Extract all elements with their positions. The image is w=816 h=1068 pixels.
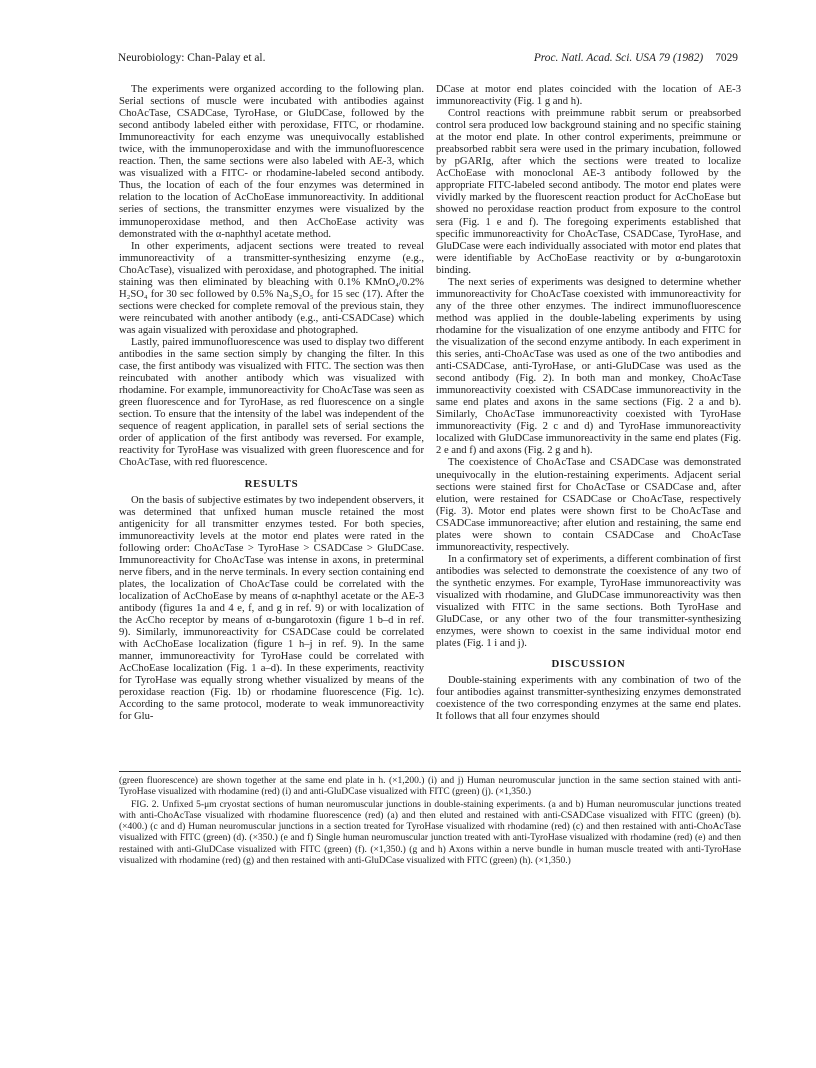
paragraph: Control reactions with preimmune rabbit serum or preabsorbed control sera produced low background staining and no specific staining at the motor end plate. In other control experiments, preimmune or preabsorbed rabbit sera were used in the primary incubation, followed by pGARIg, after which the sections were treated to localize AcChoEase with monoclonal AE-3 antibody followed by the appropriate FITC-labeled second antibody. The motor end plates were vividly marked by the fluorescent reaction product for AcChoEase but showed no peroxidase reaction product from exposure to the control sera (Fig. 1 e and f). The foregoing experiments established that specific immunoreactivity for ChoAcTase, CSADCase, TyroHase, and GluDCase were each individually associated with motor end plates that were identifiable by AcChoEase reactivity or by α-bungarotoxin binding. [436,108,741,276]
header-page-number: 7029 [715,52,738,64]
paragraph: The experiments were organized according to the following plan. Serial sections of muscle were incubated with antibodies against ChoAcTase, CSADCase, TyroHase, or GluDCase, followed by the second antibody labeled either with peroxidase, FITC, or rhodamine. Immunoreactivity for each enzyme was unequivocally established twice, with the immunoperoxidase and with the immunofluorescence reaction. Then, the same sections were also labeled with AE-3, which was visualized with a FITC- or rhodamine-labeled second antibody. Thus, the location of each of the four enzymes was determined in relation to the location of AcChoEase immunoreactivity. In additional series of sections, the transmitter enzymes were visualized by the immunoperoxidase method, and then AcChoEase activity was demonstrated with the α-naphthyl acetate method. [119,84,424,240]
left-column [119,84,424,723]
figure-captions [119,776,741,869]
paragraph: Lastly, paired immunofluorescence was used to display two different antibodies in the same section simply by changing the filter. In this case, the first antibody was visualized with FITC. The section was then reincubated with another antibody which was visualized with rhodamine. For example, immunoreactivity for ChoAcTase was seen as green fluorescence and for TyroHase, as red fluorescence on a single section. To ensure that the intensity of the label was independent of the sequence of reagent application, in parallel sets of serial sections the order of application of the first antibody was reversed. For example, reactivity for TyroHase was visualized with green fluorescence and for ChoAcTase, with red fluorescence. [119,336,424,469]
results-heading: RESULTS [244,477,299,490]
paragraph: The coexistence of ChoAcTase and CSADCase was demonstrated unequivocally in the elution-restaining experiments. Adjacent serial sections were stained first for ChoAcTase or CSADCase and, after elution, were restained for CSADCase or ChoAcTase, respectively (Fig. 3). Motor end plates were shown first to be ChoAcTase and CSADCase immunoreactive; after elution and restaining, the same end plates were shown to contain CSADCase and ChoAcTase immunoreactivity, respectively. [436,457,741,553]
fig2-caption: FIG. 2. Unfixed 5-μm cryostat sections of human neuromuscular junctions in double-staining experiments. (a and b) Human neuromuscular junctions treated with anti-ChoAcTase visualized with rhodamine fluorescence (red) (a) and then eluted and restained with anti-CSADCase visualized with FITC (green) (b). (×400.) (c and d) Human neuromuscular junctions in a section treated for TyroHase visualized with rhodamine (red) (c) and then restained with anti-ChoAcTase visualized with FITC (green) (d). (×350.) (e and f) Single human neuromuscular junction treated with anti-TyroHase visualized with rhodamine (red) (e) and then restained with anti-GluDCase visualized with FITC (green) (f). (×1,350.) (g and h) Axons within a nerve bundle in human muscle treated with anti-TyroHase visualized with rhodamine (red) (g) and then restained with anti-GluDCase visualized with FITC (green) (h). (×1,350.) [119,800,741,866]
fig1-caption-tail: (green fluorescence) are shown together at the same end plate in h. (×1,200.) (i) and j) Human neuromuscular junction in the same section stained with anti-TyroHase visualized with rhodamine (red) (i) and anti-GluDCase visualized with FITC (green) (j). (×1,350.) [119,776,741,798]
paragraph: In a confirmatory set of experiments, a different combination of first antibodies was selected to demonstrate the coexistence of any two of the synthetic enzymes. For example, TyroHase immunoreactivity was visualized with rhodamine, and GluDCase immunoreactivity was then visualized with FITC in the same sections. Both TyroHase and GluDCase, or any other two of the four transmitter-synthesizing enzymes, were shown to coexist in the same individual motor end plates (Fig. 1 i and j). [436,553,741,650]
paragraph: In other experiments, adjacent sections were treated to reveal immunoreactivity of a transmitter-synthesizing enzyme (e.g., ChoAcTase), visualized with peroxidase, and photographed. The initial staining was then eliminated by bleaching with 0.1% KMnO₄/0.2% H₂SO₄ for 30 sec followed by 0.5% Na₂S₂O₅ for 15 sec (17). After the sections were checked for complete removal of the previous stain, they were reincubated with another antibody (e.g., anti-CSADCase) which was again visualized with peroxidase and photographed. [119,240,424,336]
right-column [436,84,741,723]
caption-divider [119,771,741,772]
paragraph-continuation: DCase at motor end plates coincided with the location of AE-3 immunoreactivity (Fig. 1 g and h). [436,84,741,108]
paragraph: On the basis of subjective estimates by two independent observers, it was determined that unfixed human muscle retained the most antigenicity for all transmitter enzymes tested. For both species, immunoreactivity levels at the motor end plates were rated in the following order: ChoAcTase > TyroHase > CSADCase > GluDCase. Immunoreactivity for ChoAcTase was intense in axons, in preterminal nerve fibers, and in the nerve terminals. In every section containing end plates, the localization of ChoAcTase could be correlated with the localization of AcChoEase by means of α-naphthyl acetate or the AE-3 antibody (figures 1a and 4 e, f, and g in ref. 9) or with localization of the AcCho receptor by means of α-bungarotoxin (figure 1 b–d in ref. 9). Similarly, immunoreactivity for CSADCase could be correlated with AcChoEase localization (figure 1 h–j in ref. 9). In the same manner, immunoreactivity for TyroHase could be correlated with AcChoEase localization (Fig. 1 a–d). In these experiments, reactivity for TyroHase was equally strong whether visualized by means of the peroxidase reaction (Fig. 1b) or rhodamine fluorescence (Fig. 1c). According to the same protocol, moderate to weak immunoreactivity for Glu- [119,494,424,723]
header-journal: Proc. Natl. Acad. Sci. USA 79 (1982) [533,52,704,64]
discussion-heading: DISCUSSION [551,658,626,671]
paragraph: The next series of experiments was designed to determine whether immunoreactivity for ChoAcTase coexisted with immunoreactivity for any of the three other enzymes. The indirect immunofluorescence method was applied in the double-labeling experiments by using rhodamine for the visualization of one enzyme antibody and FITC for the visualization of the second enzyme antibody. In each experiment in this series, anti-ChoAcTase was used as one of the two antibodies and anti-CSADCase, anti-TyroHase, or anti-GluDCase was used as the second antibody (Fig. 2). In both man and monkey, ChoAcTase immunoreactivity coexisted with CSADCase immunoreactivity in the same end plates and axons in the same sections (Fig. 2 a and b). Similarly, ChoAcTase immunoreactivity coexisted with TyroHase immunoreactivity (Fig. 2 c and d) and TyroHase immunoreactivity localized with GluDCase immunoreactivity in the same end plates (Fig. 2 e and f) and axons (Fig. 2 g and h). [436,276,741,457]
running-header [118,52,738,68]
header-section-author: Neurobiology: Chan-Palay et al. [118,52,266,64]
paragraph: Double-staining experiments with any combination of two of the four antibodies against transmitter-synthesizing enzymes demonstrated coexistence of the two corresponding enzymes at the same end plates. It follows that all four enzymes should [436,675,741,723]
header-journal-page [534,52,738,64]
